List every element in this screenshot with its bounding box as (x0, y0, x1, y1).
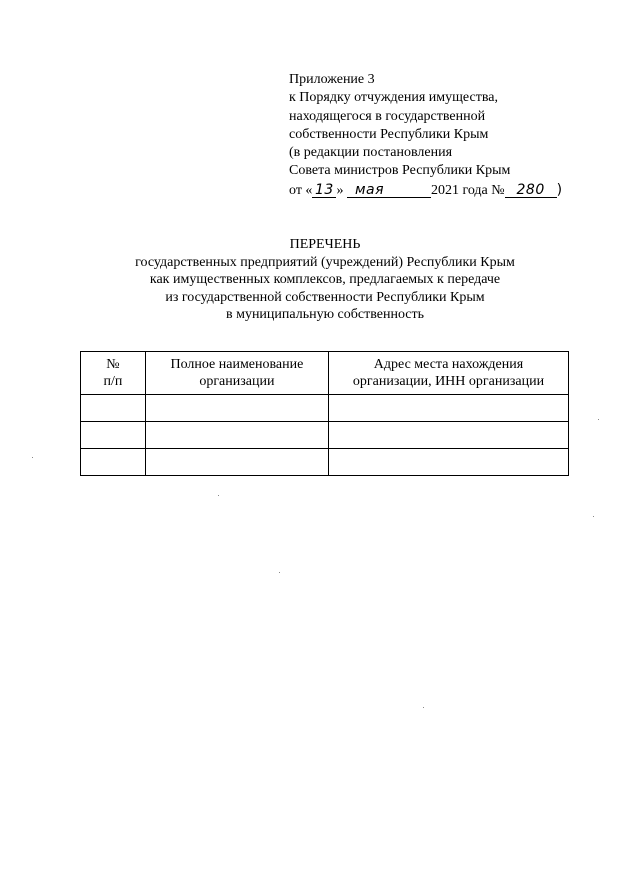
title-line: как имущественных комплексов, предлагаемых к передаче (149, 272, 501, 288)
scan-speck (593, 516, 594, 517)
annex-line: Совета министров Республики Крым (289, 163, 511, 179)
title-line: из государственной собственности Республики Крым (165, 289, 485, 305)
table-cell (81, 449, 146, 476)
scan-speck (279, 572, 280, 573)
annex-line: к Порядку отчуждения имущества, (289, 90, 498, 106)
table-cell (81, 395, 146, 422)
header-org-name-line1: Полное наименование (170, 357, 304, 372)
annex-header (289, 71, 589, 200)
annex-line: Приложение 3 (289, 72, 375, 87)
table-header-row (81, 352, 569, 395)
handwritten-day: 13 (312, 183, 336, 198)
header-number-line1: № (106, 357, 120, 372)
table-cell (328, 449, 568, 476)
header-org-name (145, 352, 328, 395)
title-line: в муниципальную собственность (225, 307, 425, 323)
header-number (81, 352, 146, 395)
date-prefix: от « (289, 182, 313, 198)
header-address-line1: Адрес места нахождения (373, 357, 524, 372)
table-row (81, 395, 569, 422)
table-cell (145, 395, 328, 422)
table-cell (328, 422, 568, 449)
date-close: ) (556, 181, 563, 198)
scan-speck (218, 495, 219, 496)
table-row (81, 449, 569, 476)
date-year: 2021 года № (430, 182, 505, 198)
table-cell (81, 422, 146, 449)
enterprises-table (80, 351, 569, 476)
header-address-inn (328, 352, 568, 395)
header-number-line2: п/п (103, 374, 123, 389)
annex-line: (в редакции постановления (289, 145, 453, 161)
scan-speck (598, 419, 599, 420)
scan-speck (32, 457, 33, 458)
handwritten-month: мая (347, 183, 431, 198)
scan-speck (423, 707, 424, 708)
annex-line: собственности Республики Крым (289, 126, 489, 142)
handwritten-doc-number: 280 (505, 183, 557, 198)
annex-line: находящегося в государственной (289, 108, 486, 124)
table-cell (145, 422, 328, 449)
header-org-name-line2: организации (199, 374, 275, 389)
date-mid: » (336, 182, 344, 198)
title-line: государственных предприятий (учреждений) Республики Крым (135, 254, 515, 270)
document-title (80, 236, 570, 324)
table-cell (145, 449, 328, 476)
table-row (81, 422, 569, 449)
title-heading: ПЕРЕЧЕНЬ (289, 237, 361, 252)
header-address-line2: организации, ИНН организации (352, 374, 545, 389)
resolution-date-line (289, 181, 589, 200)
table-cell (328, 395, 568, 422)
